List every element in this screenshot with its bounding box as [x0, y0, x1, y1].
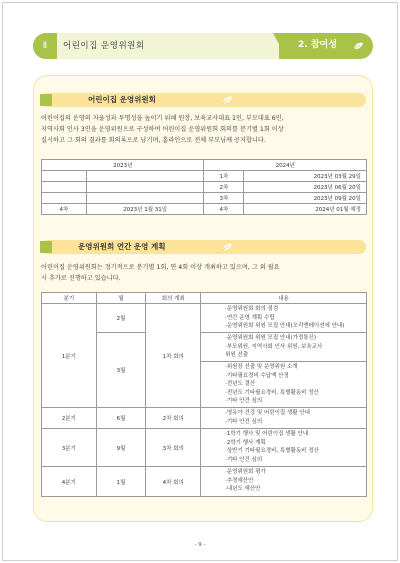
annual-plan-table [41, 292, 367, 497]
leaf-icon [222, 243, 233, 251]
content-cell: ·영유아 건강 및 어린이집 생활 안내 ·기타 안건 심의 [201, 408, 367, 429]
table-row: 2차 2023년 06월 20일 [42, 182, 367, 193]
col-header: 2024년 [204, 160, 367, 171]
chapter-title: 어린이집 운영위원회 [63, 41, 145, 51]
intro-paragraph: 어린이집의 운영의 자율성과 투명성을 높이기 위해 원장, 보육교사대표 1인, 부모대표 6인, 지역사회 인사 3인을 운영위원으로 구성하여 어린이집 운영위원회 회의를 분기별 1회 이상 실시하고 그 회의 결과를 회의록으로 남기며, 홈라인으로 전체 부모님께 공지합니다. [41, 115, 284, 144]
content-cell: ·운영위원회 평가 ·추경예산안 ·내년도 예산안 [201, 467, 367, 497]
col-header: 회의 개최 [146, 293, 201, 304]
content-cell: ·위원장 선출 및 운영위원 소개 ·기타필요경비 수납액 산정 ·전년도 결산 ·전년도 기타필요경비, 특별활동비 정산 ·기타 안건 심의 [201, 362, 367, 408]
table-row: 3차 2023년 09월 20일 [42, 193, 367, 204]
section-heading-bar [40, 93, 366, 107]
bullet-square-icon [40, 94, 52, 106]
table-row: 1차 2023년 03월 29일 [42, 171, 367, 182]
section-heading: 운영위원회 연간 운영 계획 [78, 242, 166, 251]
table-row [42, 304, 367, 333]
page-header [33, 33, 373, 59]
quarter-cell: 1분기 [42, 304, 97, 408]
meeting-cell: 1차 회의 [146, 304, 201, 408]
table-row [42, 467, 367, 497]
content-cell: ·운영위원회 위원 모집 안내(가정통신) ·부모위원, 지역사회 인사 위원, 보육교사 위원 선출 [201, 333, 367, 362]
section-heading: 어린이집 운영위원회 [88, 95, 156, 104]
plan-paragraph: 어린이집 운영위원회는 정기적으로 분기별 1회, 연 4회 이상 개최하고 있으며, 그 외 필요 시 추가로 진행하고 있습니다. [41, 264, 280, 282]
section-heading-bar [40, 240, 366, 254]
content-cell: ·1학기 행사 및 어린이집 생활 안내 ·2학기 행사 계획 ·상반기 기타필요경비, 특별활동비 정산 ·기타 안건 심의 [201, 429, 367, 467]
quarter-cell: 2분기 [42, 408, 97, 429]
content-cell: ·운영위원회 회의 점검 ·연간 운영 계획 수립 ·운영위원회 위원 모집 안내(오리엔테이션에 안내) [201, 304, 367, 333]
table-row [42, 429, 367, 467]
meeting-cell: 3차 회의 [146, 429, 201, 467]
chapter-number: Ⅱ [33, 33, 57, 59]
page-number: - 9 - [194, 542, 206, 548]
table-row [42, 408, 367, 429]
col-header: 2023년 [42, 160, 204, 171]
meeting-cell: 2차 회의 [146, 408, 201, 429]
month-cell: 6월 [96, 408, 146, 429]
month-cell: 9월 [96, 429, 146, 467]
month-cell: 2월 [96, 304, 146, 333]
leaf-icon [222, 96, 233, 104]
meeting-cell: 4차 회의 [146, 467, 201, 497]
col-header: 월 [96, 293, 146, 304]
month-cell: 3월 [96, 333, 146, 408]
month-cell: 1월 [96, 467, 146, 497]
col-header: 분기 [42, 293, 97, 304]
table-row: 4차 2023년 1월 31일 4차 2024년 01월 예정 [42, 204, 367, 215]
section-title: 2. 참여성 [298, 40, 337, 50]
col-header: 내용 [201, 293, 367, 304]
quarter-cell: 4분기 [42, 467, 97, 497]
leaf-icon [353, 42, 364, 50]
bullet-square-icon [40, 241, 52, 253]
quarter-cell: 3분기 [42, 429, 97, 467]
meetings-table [41, 159, 367, 215]
